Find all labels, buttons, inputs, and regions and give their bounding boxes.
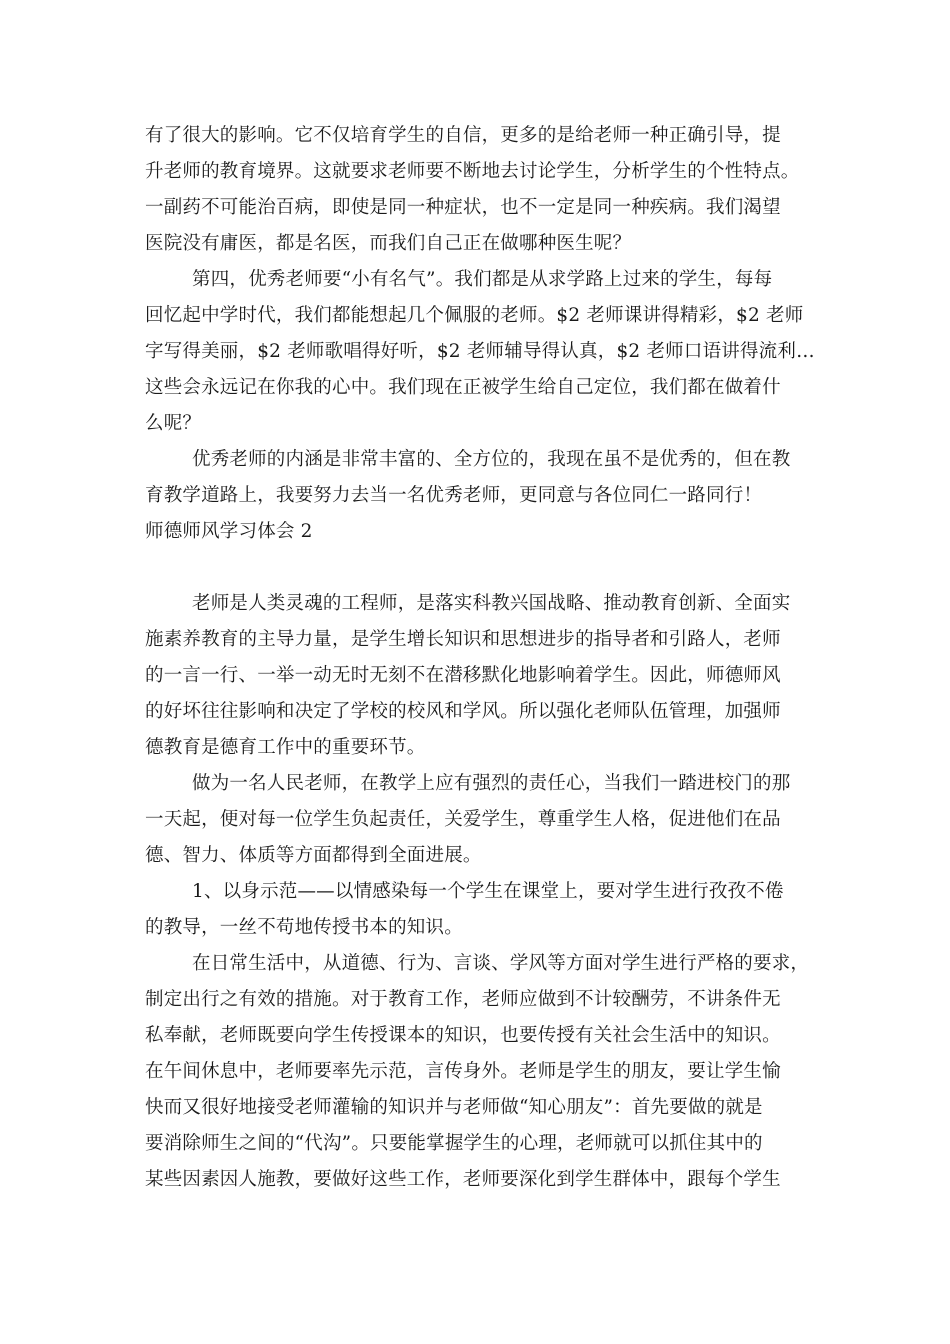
text-line: 制定出行之有效的措施。对于教育工作，老师应做到不计较酬劳，不讲条件无 xyxy=(145,989,781,1010)
paragraph-start-line: 老师是人类灵魂的工程师，是落实科教兴国战略、推动教育创新、全面实 xyxy=(192,593,791,614)
text-line: 快而又很好地接受老师灌输的知识并与老师做“知心朋友”：首先要做的就是 xyxy=(145,1097,763,1118)
text-line: 要消除师生之间的“代沟”。只要能掌握学生的心理，老师就可以抓住其中的 xyxy=(145,1133,763,1154)
text-line: 的一言一行、一举一动无时无刻不在潜移默化地影响着学生。因此，师德师风 xyxy=(145,665,781,686)
text-line: 某些因素因人施教，要做好这些工作，老师要深化到学生群体中，跟每个学生 xyxy=(145,1169,781,1190)
section-heading: 师德师风学习体会 2 xyxy=(145,521,313,542)
text-line: 有了很大的影响。它不仅培育学生的自信，更多的是给老师一种正确引导，提 xyxy=(145,125,781,146)
text-line: 在午间休息中，老师要率先示范，言传身外。老师是学生的朋友，要让学生愉 xyxy=(145,1061,781,1082)
paragraph-start-line: 优秀老师的内涵是非常丰富的、全方位的，我现在虽不是优秀的，但在教 xyxy=(192,449,791,470)
text-line: 施素养教育的主导力量，是学生增长知识和思想进步的指导者和引路人，老师 xyxy=(145,629,781,650)
text-line: 一天起，便对每一位学生负起责任，关爱学生，尊重学生人格，促进他们在品 xyxy=(145,809,781,830)
text-line: 么呢？ xyxy=(145,413,202,434)
text-line: 的好坏往往影响和决定了学校的校风和学风。所以强化老师队伍管理，加强师 xyxy=(145,701,781,722)
text-line: 私奉献，老师既要向学生传授课本的知识，也要传授有关社会生活中的知识。 xyxy=(145,1025,781,1046)
text-line: 字写得美丽，$2 老师歌唱得好听，$2 老师辅导得认真，$2 老师口语讲得流利… xyxy=(145,341,815,362)
text-line: 一副药不可能治百病，即使是同一种症状，也不一定是同一种疾病。我们渴望 xyxy=(145,197,781,218)
text-line: 德、智力、体质等方面都得到全面进展。 xyxy=(145,845,482,866)
paragraph-start-line: 1、以身示范——以情感染每一个学生在课堂上，要对学生进行孜孜不倦 xyxy=(192,881,784,902)
text-line: 这些会永远记在你我的心中。我们现在正被学生给自己定位，我们都在做着什 xyxy=(145,377,781,398)
text-line: 医院没有庸医，都是名医，而我们自己正在做哪种医生呢？ xyxy=(145,233,632,254)
text-line: 升老师的教育境界。这就要求老师要不断地去讨论学生，分析学生的个性特点。 xyxy=(145,161,800,182)
text-line: 的教导，一丝不苟地传授书本的知识。 xyxy=(145,917,463,938)
paragraph-start-line: 第四，优秀老师要“小有名气”。我们都是从求学路上过来的学生，每每 xyxy=(192,269,773,290)
paragraph-start-line: 在日常生活中，从道德、行为、言谈、学风等方面对学生进行严格的要求， xyxy=(192,953,810,974)
text-line: 回忆起中学时代，我们都能想起几个佩服的老师。$2 老师课讲得精彩，$2 老师 xyxy=(145,305,804,326)
text-line: 德教育是德育工作中的重要环节。 xyxy=(145,737,426,758)
text-line: 育教学道路上，我要努力去当一名优秀老师，更同意与各位同仁一路同行！ xyxy=(145,485,763,506)
paragraph-start-line: 做为一名人民老师，在教学上应有强烈的责任心，当我们一踏进校门的那 xyxy=(192,773,791,794)
